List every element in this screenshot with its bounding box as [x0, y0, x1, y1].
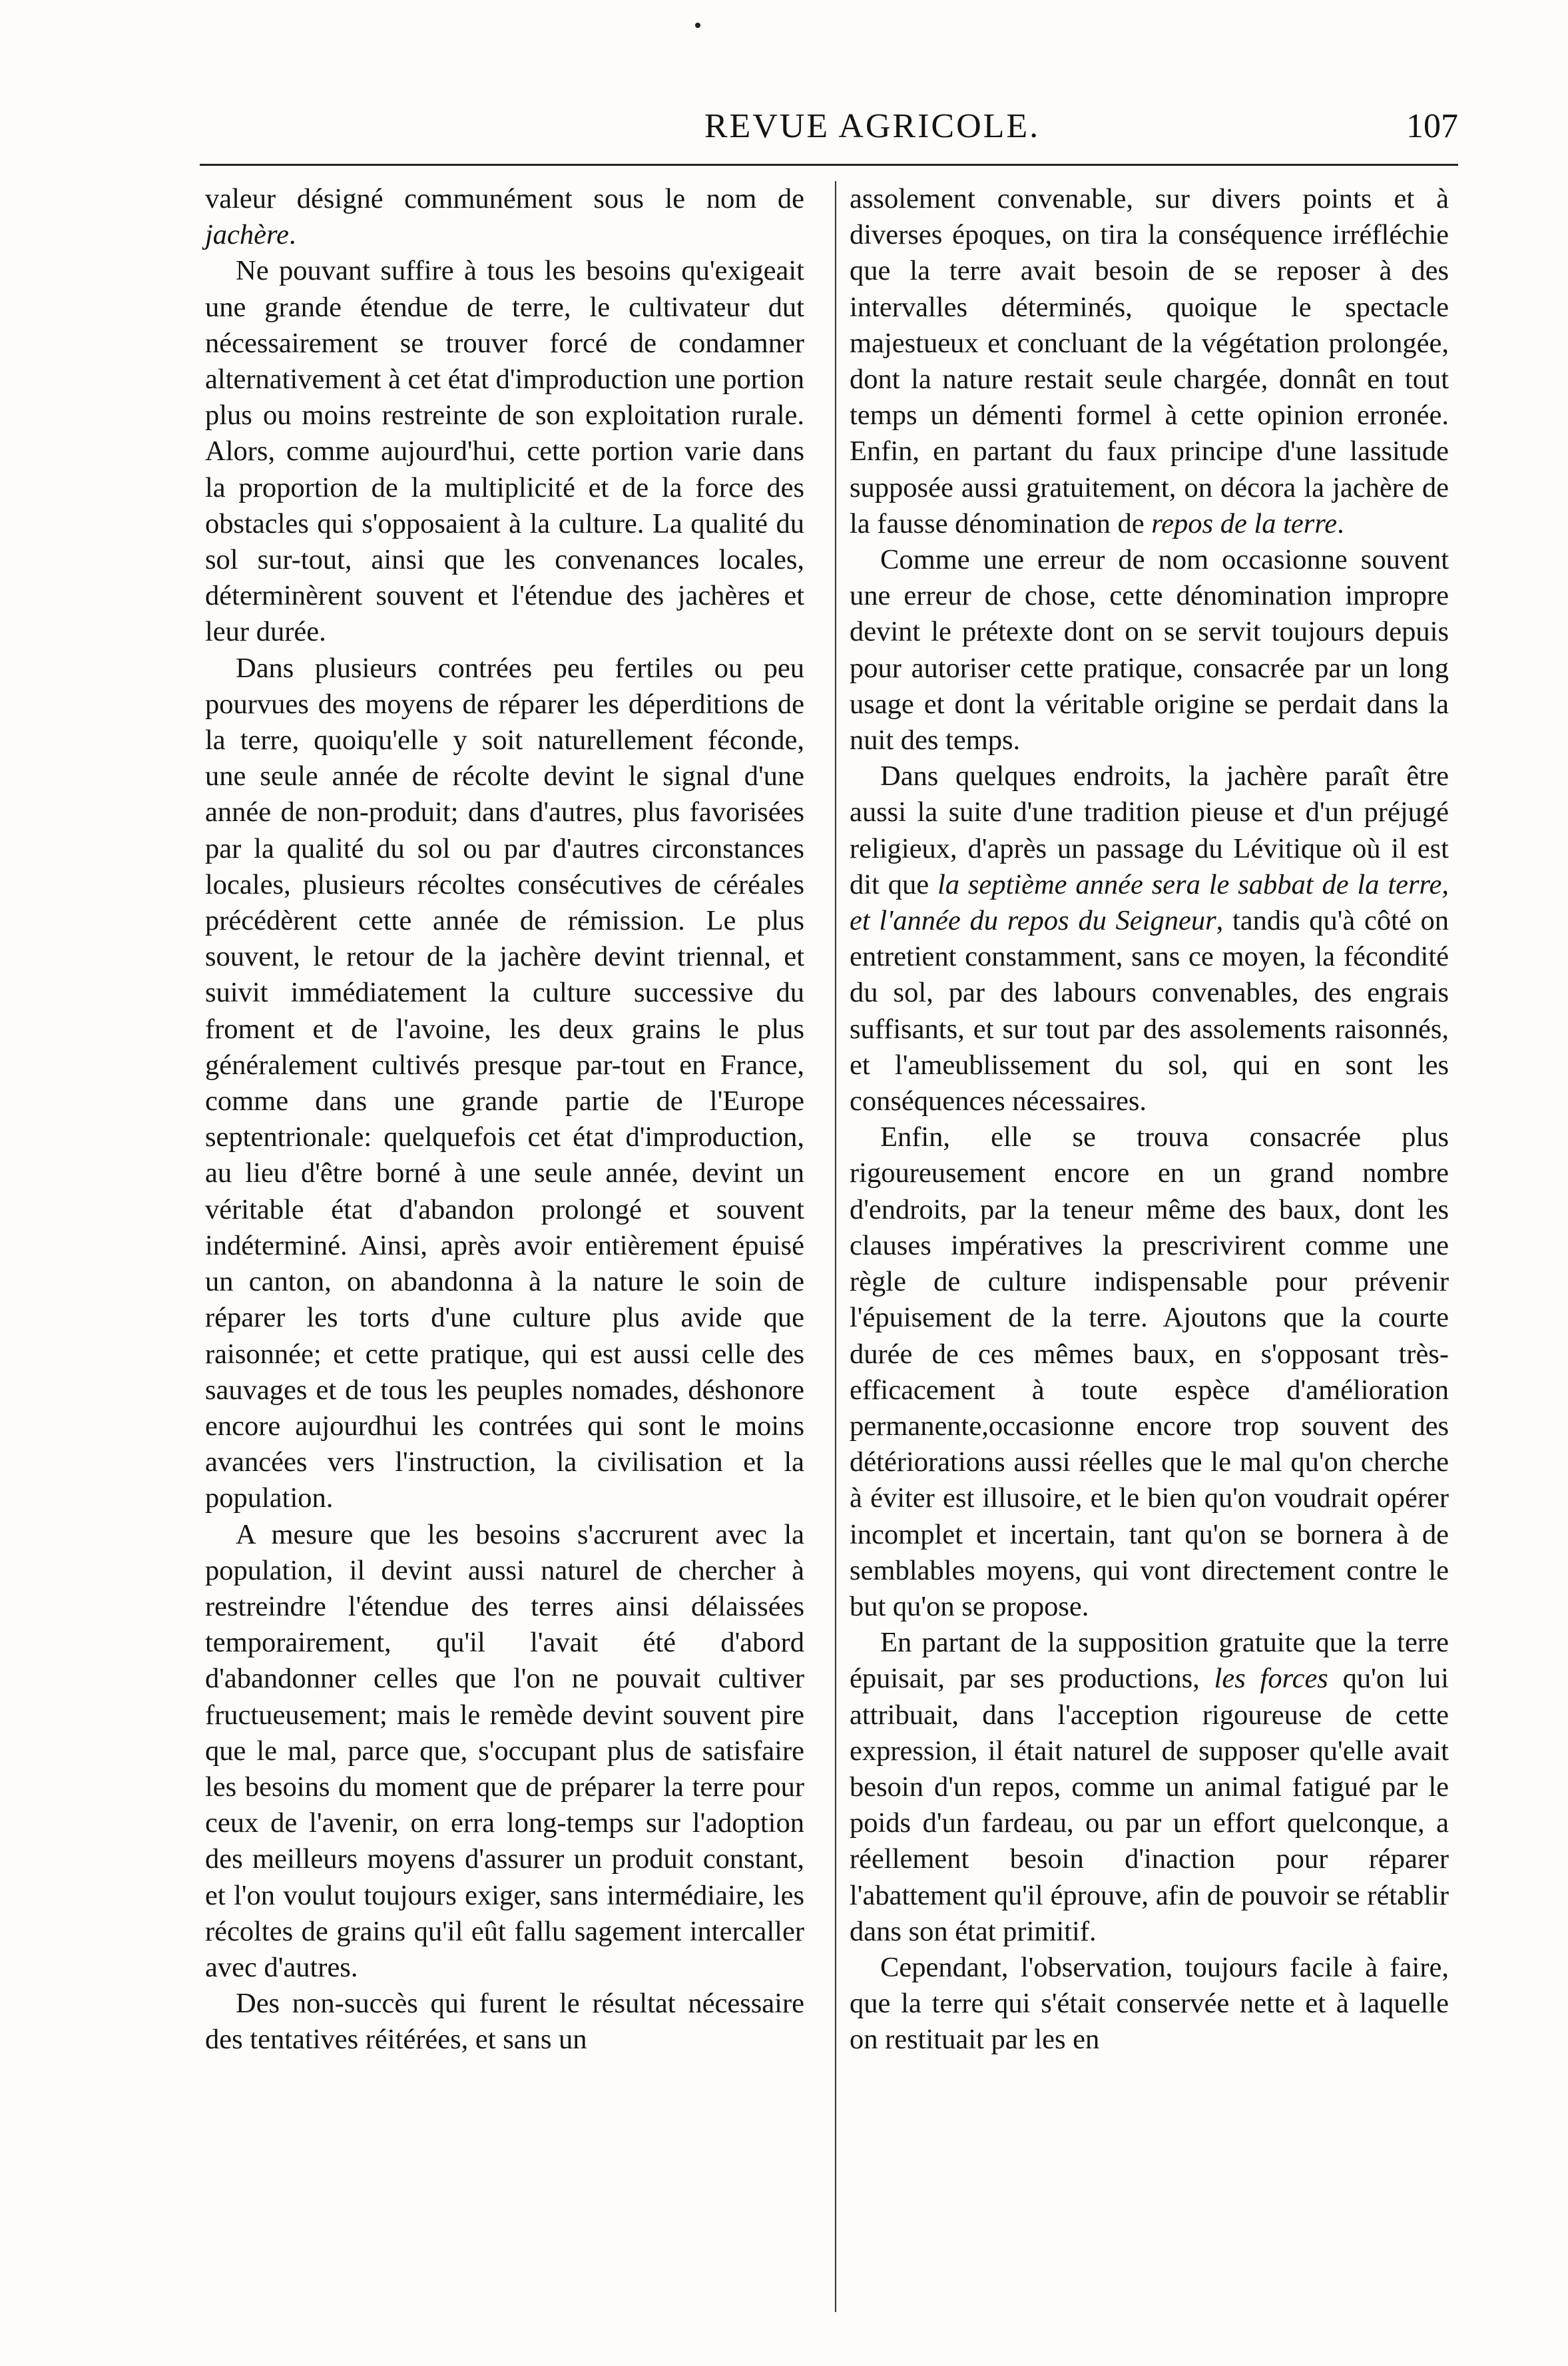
paragraph: Cependant, l'observation, toujours facile à faire, que la terre qui s'était conservée nette et à laquelle on restituait par les en — [850, 1951, 1449, 2056]
paragraph: valeur désigné communément sous le nom de jachère. — [205, 183, 804, 251]
header-rule — [200, 164, 1458, 166]
paragraph: En partant de la supposition gratuite que la terre épuisait, par ses productions, les forces qu'on lui attribuait, dans l'acception rigoureuse de cette expression, il était naturel de supposer qu'elle avait besoin d'un repos, comme un animal fatigué par le poids d'un fardeau, ou par un effort quelconque, a réellement besoin d'inaction pour réparer l'abattement qu'il éprouve, afin de pouvoir se rétablir dans son état primitif. — [850, 1627, 1449, 1947]
journal-title: REVUE AGRICOLE. — [704, 107, 1041, 145]
italic-term: jachère — [205, 219, 289, 251]
paragraph: Ne pouvant suffire à tous les besoins qu'exigeait une grande étendue de terre, le cultivateur dut nécessairement se trouver forcé de condamner alternativement à cet état d'improduction une portion plus ou moins restreinte de son exploitation rurale. Alors, comme aujourd'hui, cette portion varie dans la proportion de la multiplicité et de la force des obstacles qui s'opposaient à la culture. La qualité du sol sur-tout, ainsi que les convenances locales, déterminèrent souvent et l'étendue des jachères et leur durée. — [205, 255, 804, 648]
paragraph: Enfin, elle se trouva consacrée plus rigoureusement encore en un grand nombre d'endroits, par la teneur même des baux, dont les clauses impératives la prescrivirent comme une règle de culture indispensable pour prévenir l'épuisement de la terre. Ajoutons que la courte durée de ces mêmes baux, en s'opposant très-efficacement à toute espèce d'amélioration permanente,occasionne encore trop souvent des détériorations aussi réelles que le mal qu'on cherche à éviter est illusoire, et le bien qu'on voudrait opérer incomplet et incertain, tant qu'on se bornera à de semblables moyens, qui vont directement contre le but qu'on se propose. — [850, 1121, 1449, 1622]
page-number: 107 — [1406, 107, 1458, 145]
paragraph: assolement convenable, sur divers points et à diverses époques, on tira la conséquence irréfléchie que la terre avait besoin de se reposer à des intervalles déterminés, quoique le spectacle majestueux et concluant de la végétation prolongée, dont la nature restait seule chargée, donnât en tout temps un démenti formel à cette opinion erronée. Enfin, en partant du faux principe d'une lassitude supposée aussi gratuitement, on décora la jachère de la fausse dénomination de repos de la terre. — [850, 183, 1449, 539]
italic-term: les forces — [1214, 1663, 1328, 1695]
paragraph: Dans quelques endroits, la jachère paraît être aussi la suite d'une tradition pieuse et d'un préjugé religieux, d'après un passage du Lévitique où il est dit que la septième année sera le sabbat de la terre, et l'année du repos du Seigneur, tandis qu'à côté on entretient constamment, sans ce moyen, la fécondité du sol, par des labours convenables, des engrais suffisants, et sur tout par des assolements raisonnés, et l'ameublissement du sol, qui en sont les conséquences nécessaires. — [850, 760, 1449, 1117]
italic-quotation: la septième année sera le sabbat de la terre, et l'année du repos du Seigneur — [850, 868, 1449, 937]
paragraph: Comme une erreur de nom occasionne souvent une erreur de chose, cette dénomination impropre devint le prétexte dont on se servit toujours depuis pour autoriser cette pratique, consacrée par un long usage et dont la véritable origine se perdait dans la nuit des temps. — [850, 544, 1449, 756]
right-column — [850, 181, 1449, 2058]
paragraph: Dans plusieurs contrées peu fertiles ou peu pourvues des moyens de réparer les déperditions de la terre, quoiqu'elle y soit naturellement féconde, une seule année de récolte devint le signal d'une année de non-produit; dans d'autres, plus favorisées par la qualité du sol ou par d'autres circonstances locales, plusieurs récoltes consécutives de céréales précédèrent cette année de rémission. Le plus souvent, le retour de la jachère devint triennal, et suivit immédiatement la culture successive du froment et de l'avoine, les deux grains le plus généralement cultivés presque par-tout en France, comme dans une grande partie de l'Europe septentrionale: quelquefois cet état d'improduction, au lieu d'être borné à une seule année, devint un véritable état d'abandon prolongé et souvent indéterminé. Ainsi, après avoir entièrement épuisé un canton, on abandonna à la nature le soin de réparer les torts d'une culture plus avide que raisonnée; et cette pratique, qui est aussi celle des sauvages et de tous les peuples nomades, déshonore encore aujourdhui les contrées qui sont le moins avancées vers l'instruction, la civilisation et la population. — [205, 652, 804, 1514]
italic-term: repos de la terre — [1151, 507, 1338, 539]
left-column — [205, 181, 804, 2058]
running-head — [200, 100, 1458, 153]
paragraph: Des non-succès qui furent le résultat nécessaire des tentatives réitérées, et sans un — [205, 1988, 804, 2056]
paragraph: A mesure que les besoins s'accrurent avec la population, il devint aussi naturel de chercher à restreindre l'étendue des terres ainsi délaissées temporairement, qu'il l'avait été d'abord d'abandonner celles que l'on ne pouvait cultiver fructueusement; mais le remède devint souvent pire que le mal, parce que, s'occupant plus de satisfaire les besoins du moment que de préparer la terre pour ceux de l'avenir, on erra long-temps sur l'adoption des meilleurs moyens d'assurer un produit constant, et l'on voulut toujours exiger, sans intermédiaire, les récoltes de grains qu'il eût fallu sagement intercaller avec d'autres. — [205, 1518, 804, 1983]
ink-speck — [695, 23, 700, 28]
column-rule — [835, 181, 836, 2312]
